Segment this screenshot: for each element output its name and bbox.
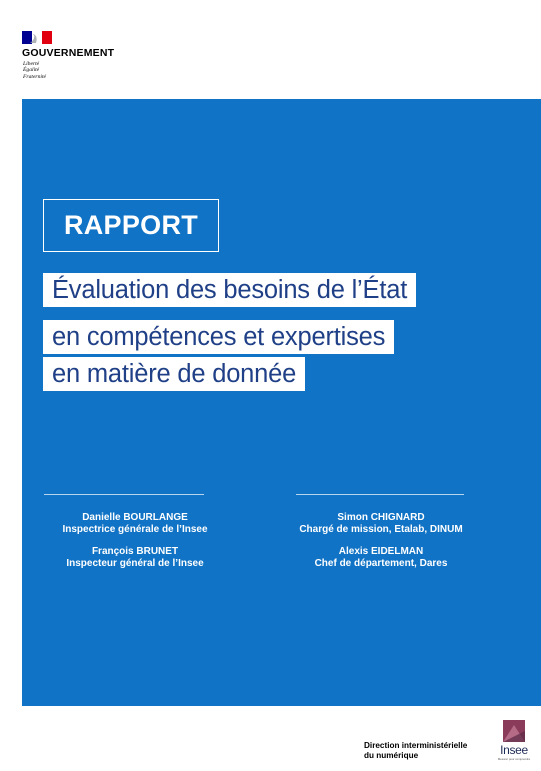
cover-panel bbox=[22, 99, 541, 706]
marianne-flag-icon bbox=[22, 31, 52, 44]
author-name: François BRUNET bbox=[91, 546, 179, 557]
government-name: GOUVERNEMENT bbox=[22, 47, 115, 59]
author-block bbox=[40, 546, 230, 569]
author-role: Chargé de mission, Etalab, DINUM bbox=[299, 523, 463, 535]
insee-logo bbox=[496, 719, 532, 761]
motto-line: Égalité bbox=[23, 67, 40, 74]
report-label: RAPPORT bbox=[63, 210, 199, 240]
author-role: Chef de département, Dares bbox=[314, 557, 448, 569]
motto-line: Liberté bbox=[23, 61, 40, 67]
author-role: Inspecteur général de l’Insee bbox=[66, 557, 204, 569]
author-role: Inspectrice générale de l’Insee bbox=[62, 523, 208, 535]
divider-left bbox=[44, 494, 204, 495]
insee-emblem-icon bbox=[502, 719, 526, 743]
author-block bbox=[286, 546, 476, 569]
title-line-2: en compétences et expertises bbox=[43, 320, 394, 354]
republic-motto bbox=[23, 61, 46, 80]
dinum-line: du numérique bbox=[364, 751, 419, 760]
dinum-line: Direction interministérielle bbox=[364, 741, 468, 750]
title-line-1: Évaluation des besoins de l’État bbox=[43, 273, 416, 307]
author-name: Alexis EIDELMAN bbox=[338, 546, 424, 557]
author-block bbox=[286, 512, 476, 535]
title-line-3: en matière de donnée bbox=[43, 357, 305, 391]
author-block bbox=[40, 512, 230, 535]
author-name: Simon CHIGNARD bbox=[337, 512, 425, 523]
dinum-logo bbox=[364, 741, 467, 761]
insee-tagline: Mesurer pour comprendre bbox=[497, 757, 531, 761]
motto-line: Fraternité bbox=[23, 73, 46, 80]
report-label-box bbox=[43, 199, 219, 252]
insee-name: Insee bbox=[500, 743, 528, 757]
divider-right bbox=[296, 494, 464, 495]
author-name: Danielle BOURLANGE bbox=[82, 512, 188, 523]
